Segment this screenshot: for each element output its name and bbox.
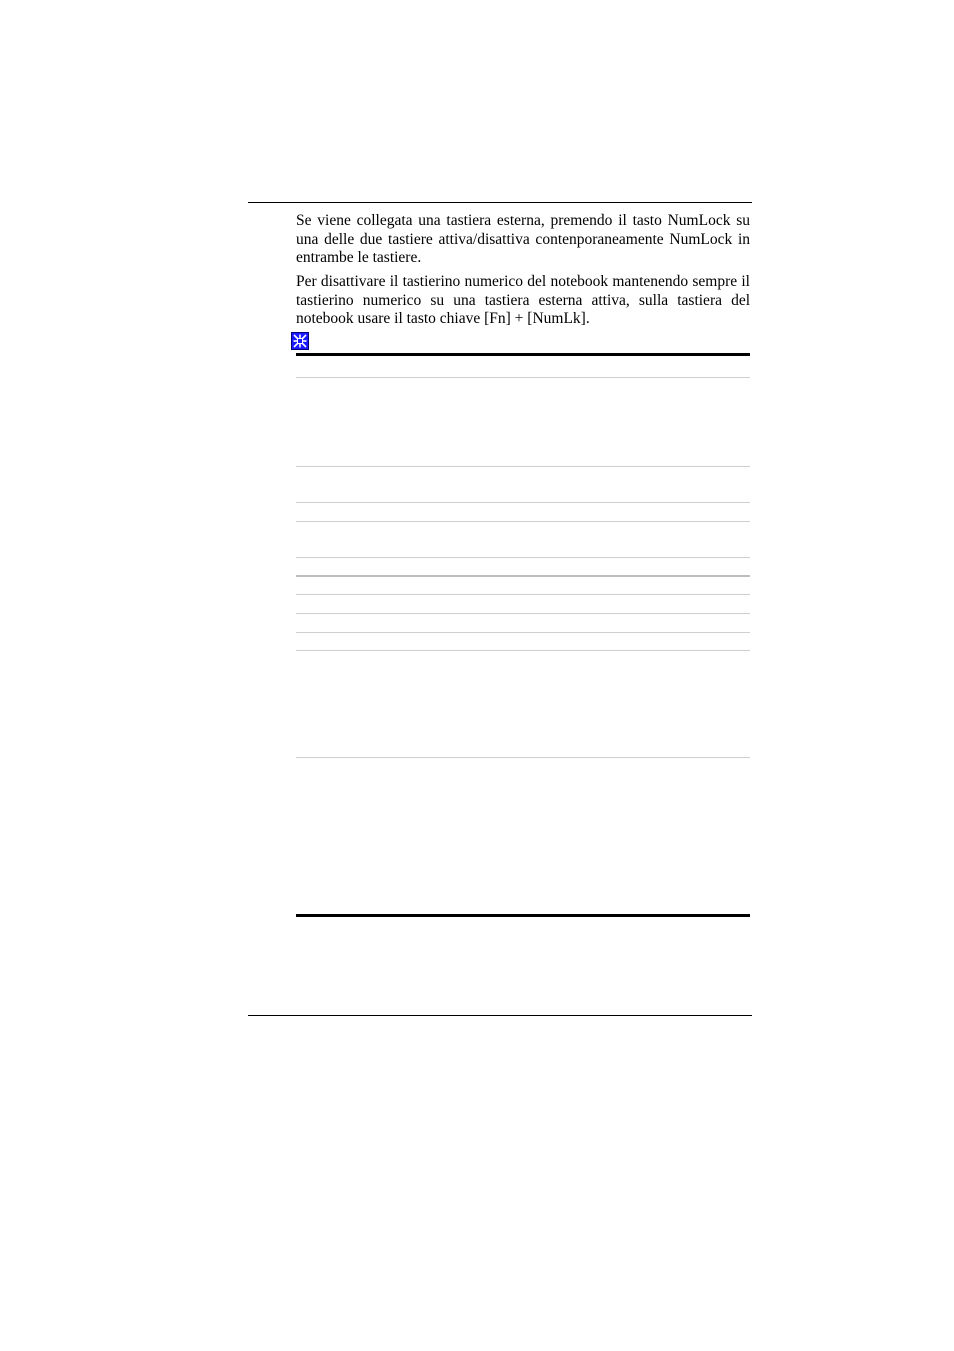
table-row-divider xyxy=(296,575,750,577)
table-row-divider xyxy=(296,757,750,758)
table-bottom-border xyxy=(296,914,750,917)
table-row-divider xyxy=(296,377,750,378)
table-row-divider xyxy=(296,466,750,467)
table-row-divider xyxy=(296,613,750,614)
table-row-divider xyxy=(296,632,750,633)
table-row-divider xyxy=(296,557,750,558)
footer-rule xyxy=(248,1015,752,1016)
table-row-divider xyxy=(296,521,750,522)
paragraph-numlock-external: Se viene collegata una tastiera esterna, premendo il tasto NumLock su una delle due tastiere attiva/disattiva contenporaneamente NumLock in entrambe le tastiere. xyxy=(296,212,750,267)
header-rule xyxy=(248,202,752,203)
table-row-divider xyxy=(296,502,750,503)
table-row-divider xyxy=(296,650,750,651)
table-top-border xyxy=(296,353,750,356)
note-icon xyxy=(291,332,309,350)
paragraph-disable-keypad: Per disattivare il tastierino numerico del notebook mantenendo sempre il tastierino numerico su una tastiera esterna attiva, sulla tastiera del notebook usare il tasto chiave [Fn] + [NumLk]. xyxy=(296,273,750,328)
table-row-divider xyxy=(296,594,750,595)
